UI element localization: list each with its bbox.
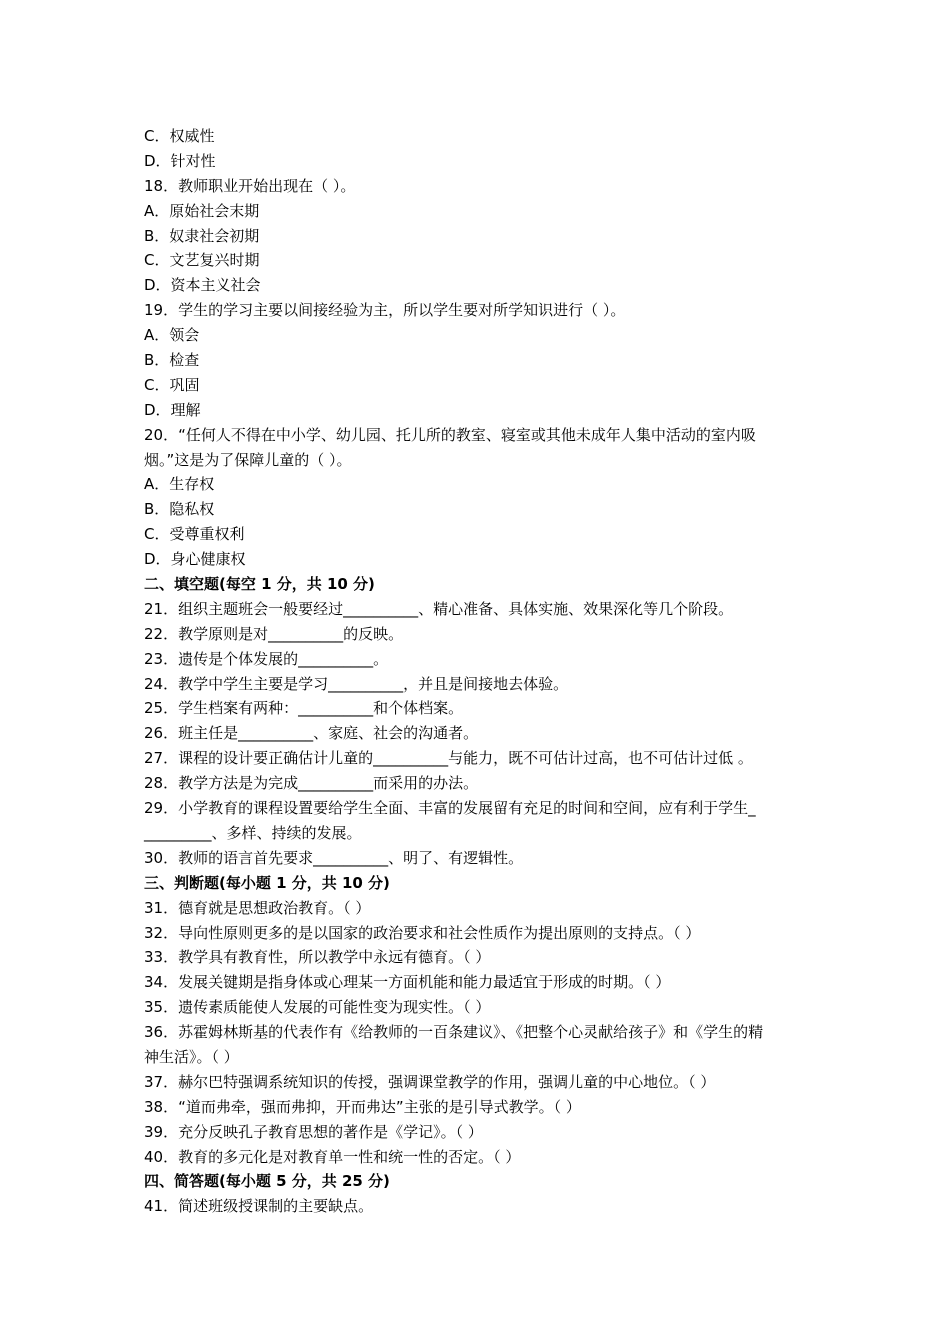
text-line: 40．教育的多元化是对教育单一性和统一性的否定。（ ）	[144, 1147, 521, 1166]
section-heading: 二、填空题(每空 1 分，共 10 分)	[144, 575, 375, 594]
text-line: 27．课程的设计要正确估计儿童的__________与能力，既不可估计过高，也不可估计过低 。	[144, 749, 753, 768]
text-line: A．领会	[144, 326, 200, 345]
text-line: B．检查	[144, 351, 200, 370]
text-line: 41．简述班级授课制的主要缺点。	[144, 1197, 374, 1216]
section-heading: 四、简答题(每小题 5 分，共 25 分)	[144, 1172, 390, 1191]
text-line: D．身心健康权	[144, 550, 246, 569]
text-line: _________、多样、持续的发展。	[144, 823, 362, 842]
text-line: A．原始社会末期	[144, 201, 260, 220]
text-line: 29．小学教育的课程设置要给学生全面、丰富的发展留有充足的时间和空间，应有利于学生_	[144, 799, 756, 818]
text-line: 31．德育就是思想政治教育。（ ）	[144, 898, 371, 917]
text-line: D．资本主义社会	[144, 276, 261, 295]
text-line: C．受尊重权利	[144, 525, 245, 544]
text-line: C．文艺复兴时期	[144, 251, 260, 270]
text-line: 25．学生档案有两种：__________和个体档案。	[144, 699, 464, 718]
text-line: 24．教学中学生主要是学习__________，并且是间接地去体验。	[144, 674, 569, 693]
text-line: 32．导向性原则更多的是以国家的政治要求和社会性质作为提出原则的支持点。（ ）	[144, 923, 701, 942]
text-line: 39．充分反映孔子教育思想的著作是《学记》。（ ）	[144, 1122, 483, 1141]
text-line: 38．“道而弗牵，强而弗抑，开而弗达”主张的是引导式教学。（ ）	[144, 1097, 581, 1116]
text-line: D．针对性	[144, 151, 216, 170]
text-line: B．隐私权	[144, 500, 215, 519]
text-line: 36．苏霍姆林斯基的代表作有《给教师的一百条建议》、《把整个心灵献给孩子》和《学生的精	[144, 1023, 764, 1042]
text-line: B．奴隶社会初期	[144, 226, 260, 245]
section-heading: 三、判断题(每小题 1 分，共 10 分)	[144, 873, 390, 892]
text-line: 37．赫尔巴特强调系统知识的传授，强调课堂教学的作用，强调儿童的中心地位。（ ）	[144, 1072, 716, 1091]
text-line: 21．组织主题班会一般要经过__________、精心准备、具体实施、效果深化等几个阶段。	[144, 599, 734, 618]
text-line: 19．学生的学习主要以间接经验为主，所以学生要对所学知识进行（ ）。	[144, 301, 626, 320]
text-line: 18．教师职业开始出现在（ ）。	[144, 176, 356, 195]
text-line: 34．发展关键期是指身体或心理某一方面机能和能力最适宜于形成的时期。（ ）	[144, 973, 671, 992]
text-line: 20．“任何人不得在中小学、幼儿园、托儿所的教室、寝室或其他未成年人集中活动的室内吸	[144, 425, 756, 444]
text-line: 神生活》。（ ）	[144, 1047, 239, 1066]
text-line: 23．遗传是个体发展的__________。	[144, 649, 389, 668]
document-page	[144, 124, 824, 1219]
text-line: 35．遗传素质能使人发展的可能性变为现实性。（ ）	[144, 998, 491, 1017]
text-line: C．巩固	[144, 375, 200, 394]
text-line: C．权威性	[144, 127, 215, 145]
text-line: D．理解	[144, 400, 201, 419]
text-line: 30．教师的语言首先要求__________、明了、有逻辑性。	[144, 848, 524, 867]
text-line: A．生存权	[144, 475, 215, 494]
text-line: 烟。”这是为了保障儿童的（ ）。	[144, 450, 352, 469]
text-line: 26．班主任是__________、家庭、社会的沟通者。	[144, 724, 479, 743]
text-line: 28．教学方法是为完成__________而采用的办法。	[144, 774, 479, 793]
text-line: 22．教学原则是对__________的反映。	[144, 624, 404, 643]
text-line: 33．教学具有教育性，所以教学中永远有德育。（ ）	[144, 948, 491, 967]
